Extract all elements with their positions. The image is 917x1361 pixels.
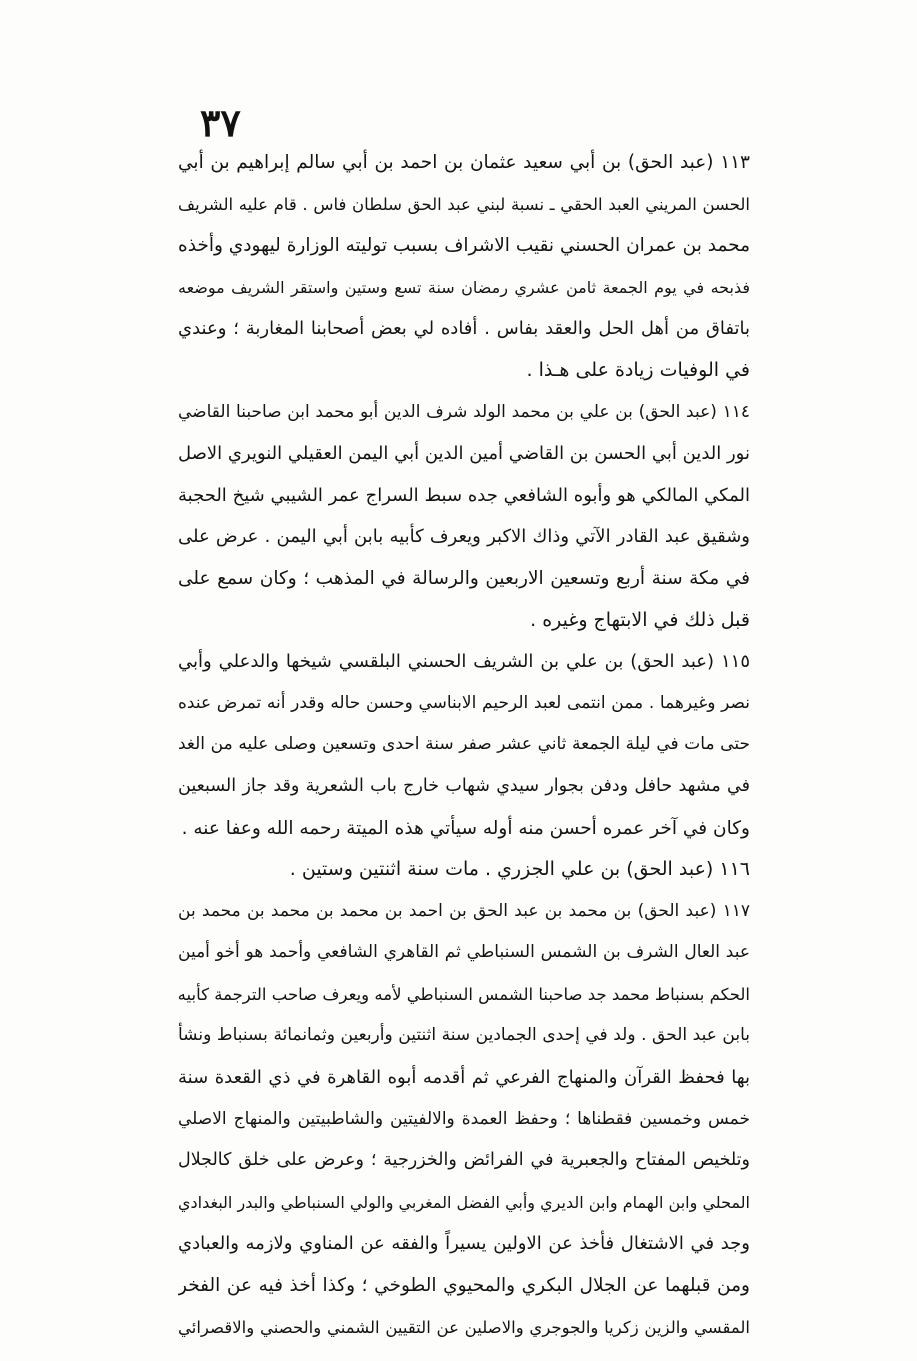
text-line: ١١٣ (عبد الحق) بن أبي سعيد عثمان بن احمد بن أبي سالم إبراهيم بن أبي <box>178 152 750 173</box>
text-line: باتفاق من أهل الحل والعقد بفاس . أفاده لي بعض أصحابنا المغاربة ؛ وعندي <box>178 318 750 340</box>
text-line: محمد بن عمران الحسني نقيب الاشراف بسبب توليته الوزارة ليهودي وأخذه <box>178 235 750 257</box>
text-line: فذبحه في يوم الجمعة ثامن عشري رمضان سنة تسع وستين واستقر الشريف موضعه <box>178 277 750 297</box>
text-line: في الوفيات زيادة على هـذا . <box>526 358 750 381</box>
text-line: حتى مات في ليلة الجمعة ثاني عشر صفر سنة احدى وتسعين وصلى عليه من الغد <box>178 734 750 755</box>
text-line: المقسي والزين زكريا والجوجري والاصلين عن التقيين الشمني والحصني والاقصرائي <box>178 1317 750 1337</box>
text-line: ١١٧ (عبد الحق) بن محمد بن عبد الحق بن احمد بن محمد بن محمد بن محمد بن <box>178 900 750 921</box>
text-line: في مكة سنة أربع وتسعين الاربعين والرسالة في المذهب ؛ وكان سمع على <box>178 567 750 589</box>
page-number: ٣٧ <box>200 100 241 145</box>
text-line: الحكم بسنباط محمد جد صاحبنا الشمس السنباطي لأمه ويعرف صاحب الترجمة كأبيه <box>178 984 750 1004</box>
text-line: وتلخيص المفتاح والجعبرية في الفرائض والخزرجية ؛ وعرض على خلق كالجلال <box>178 1150 750 1171</box>
body-text <box>178 142 750 1348</box>
text-line: عبد العال الشرف بن الشمس السنباطي ثم القاهري الشافعي وأحمد هو أخو أمين <box>178 942 750 963</box>
text-line: ومن قبلهما عن الجلال البكري والمحيوي الطوخي ؛ وكذا أخذ فيه عن الفخر <box>178 1275 750 1297</box>
text-line: المحلي وابن الهمام وابن الديري وأبي الفضل المغربي والولي السنباطي والبدر البغدادي <box>178 1192 750 1212</box>
text-line: الحسن المريني العبد الحقي ـ نسبة لبني عبد الحق سلطان فاس . قام عليه الشريف <box>178 194 750 214</box>
text-line: خمس وخمسين فقطناها ؛ وحفظ العمدة والالفيتين والشاطبيتين والمنهاج الاصلي <box>178 1108 750 1129</box>
text-line: وكان في آخر عمره أحسن منه أوله سيأتي هذه الميتة رحمه الله وعفا عنه . <box>181 817 750 839</box>
text-line: وشقيق عبد القادر الآتي وذاك الاكبر ويعرف كأبيه بابن أبي اليمن . عرض على <box>178 526 750 548</box>
text-line: ١١٦ (عبد الحق) بن علي الجزري . مات سنة اثنتين وستين . <box>289 858 750 881</box>
text-line: نور الدين أبي الحسن بن القاضي أمين الدين أبي اليمن العقيلي النويري الاصل <box>178 443 750 465</box>
text-line: في مشهد حافل ودفن بجوار سيدي شهاب خارج باب الشعرية وقد جاز السبعين <box>178 775 750 796</box>
text-line: بابن عبد الحق . ولد في إحدى الجمادين سنة اثنتين وأربعين وثمانمائة بسنباط ونشأ <box>178 1025 750 1046</box>
text-line: المكي المالكي هو وأبوه الشافعي جده سبط السراج عمر الشيبي شيخ الحجبة <box>178 484 750 506</box>
text-line: وجد في الاشتغال فأخذ عن الاولين يسيراً والفقه عن المناوي ولازمه والعبادي <box>178 1233 750 1255</box>
text-line: بها فحفظ القرآن والمنهاج الفرعي ثم أقدمه أبوه القاهرة في ذي القعدة سنة <box>178 1067 750 1089</box>
text-line: ١١٥ (عبد الحق) بن علي بن الشريف الحسني البلقسي شيخها والدعلي وأبي <box>178 651 750 673</box>
text-line: ١١٤ (عبد الحق) بن علي بن محمد الولد شرف الدين أبو محمد ابن صاحبنا القاضي <box>178 401 750 422</box>
text-line: قبل ذلك في الابتهاج وغيره . <box>530 608 750 631</box>
text-line: نصر وغيرهما . ممن انتمى لعبد الرحيم الابناسي وحسن حاله وقدر أنه تمرض عنده <box>178 692 750 713</box>
